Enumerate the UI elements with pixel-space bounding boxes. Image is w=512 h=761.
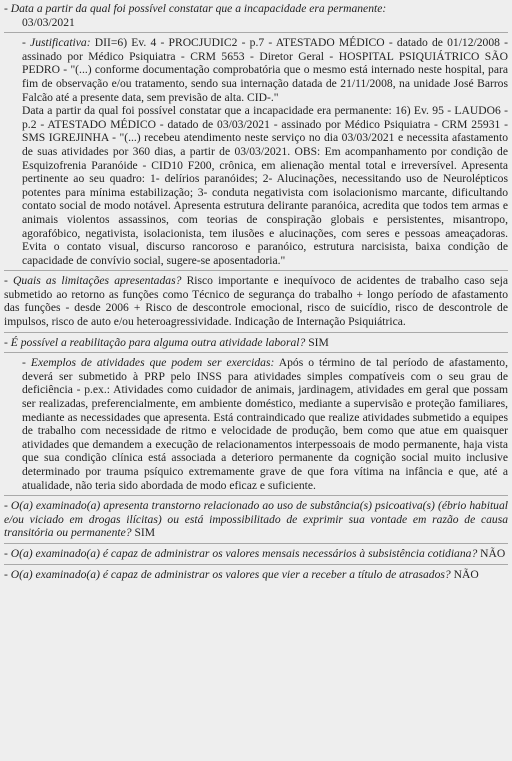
justification-label: - Justificativa: <box>22 36 91 50</box>
admin-arrears-question: - O(a) examinado(a) é capaz de administrar os valores que vier a receber a título de atrasados? <box>4 567 451 581</box>
substance-section <box>4 499 508 540</box>
incapacity-date-section <box>4 2 508 267</box>
divider <box>4 543 508 544</box>
divider <box>4 564 508 565</box>
divider <box>4 332 508 333</box>
divider <box>4 270 508 271</box>
rehabilitation-answer: SIM <box>308 335 329 349</box>
examples-label: - Exemplos de atividades que podem ser exercidas: <box>22 356 275 370</box>
admin-monthly-section <box>4 547 508 561</box>
incapacity-date-answer: 03/03/2021 <box>22 15 75 29</box>
limitations-section <box>4 274 508 328</box>
incapacity-date-question: - Data a partir da qual foi possível constatar que a incapacidade era permanente: <box>4 2 387 15</box>
admin-arrears-answer: NÃO <box>453 567 479 581</box>
limitations-question: - Quais as limitações apresentadas? <box>4 274 182 288</box>
examples-text: Após o término de tal período de afastamento, deverá ser submetido à PRP pelo INSS para atividades simples compatíveis com o seu grau de deficiência - p.ex.: Atividades como cuidador de animais, jardinagem, atividades em geral que possam ser realizadas, preferencialmente, em ambiente doméstico, mediante a supervisão e proteção familiares, mediante as necessidades que apresenta. Está contraindicado que realize atividades submetido a equipes de trabalho com necessidade de ritmo e velocidade de produção, bem como que atue em quaisquer atividades que demandem a execução de relacionamentos interpessoais de modo permanente, haja vista que sua condição clínica está associada a deterioro permanente da cognição social muito inclusive determinado por trauma psíquico extremamente grave de que fora vítima na infância e que, até a atualidade, não teria sido abordada de modo eficaz e suficiente. <box>22 356 508 492</box>
substance-question: - O(a) examinado(a) apresenta transtorno relacionado ao uso de substância(s) psicoativa(s) (ébrio habitual e/ou viciado em drogas ilícitas) ou está impossibilitado de exprimir sua vontade em razão de causa transitória ou permanente? <box>4 499 508 540</box>
justification-text: DII=6) Ev. 4 - PROCJUDIC2 - p.7 - ATESTADO MÉDICO - datado de 01/12/2008 - assinado por Médico Psiquiatra - CRM 5653 - Diretor Geral - HOSPITAL PSIQUIÁTRICO SÃO PEDRO - "(...) conforme documentação comprobatória que o mesmo está internado neste hospital, para fim de observação e/ou tratamento, sendo sua internação datada de 21/11/2008, na unidade José Barros Falcão até a presente data, sem previsão de alta. CID-." <box>22 36 508 104</box>
admin-monthly-answer: NÃO <box>480 546 506 560</box>
substance-answer: SIM <box>134 526 156 540</box>
justification-text-2: Data a partir da qual foi possível constatar que a incapacidade era permanente: 16) Ev. 95 - LAUDO6 - p.2 - ATESTADO MÉDICO - datado de 03/03/2021 - assinado por Médico Psiquiatra - CRM 25931 - SMS IGREJINHA - "(...) recebeu atendimento neste serviço no dia 03/03/2021 e necessita afastamento de suas atividades por 360 dias, a partir de 03/03/2021. OBS: Em acompanhamento por condição de Esquizofrenia Paranóide - CID10 F200, crônica, em alienação mental total e irreversível. Apresenta pertinente ao seu quadro: 1- delírios paranóides; 2- Alucinações, necessitando uso de Neurolépticos potentes para mínima estabilização; 3- conduta negativista com isolacionismo marcante, dificultando contato social de modo notável. Apresenta estrutura delirante paranóica, acredita que todos tem armas e animais violentos assassinos, com teorias de conspiração globais e persistentes, misantropo, agorafóbico, negativista, isolacionista, tem ilusões e alucinações, com seres e pessoas ameaçadoras. Evita o contato visual, discurso rancoroso e paranóico, estrutura narcisista, baixa condição de capacidade de convívio social, sugere-se aposentadoria." <box>22 104 508 267</box>
rehabilitation-section <box>4 336 508 493</box>
justification-block <box>4 36 508 267</box>
divider <box>4 32 508 33</box>
admin-monthly-question: - O(a) examinado(a) é capaz de administrar os valores mensais necessários à subsistência cotidiana? <box>4 546 478 560</box>
admin-arrears-section <box>4 568 508 582</box>
rehabilitation-question: - É possível a reabilitação para alguma outra atividade laboral? <box>4 335 306 349</box>
divider <box>4 495 508 496</box>
limitations-answer: Risco importante e inequívoco de acidentes de trabalho caso seja submetido ao retorno as funções como Técnico de segurança do trabalho + longo período de afastamento das funções - desde 2006 + Risco de descontrole emocional, risco de suicídio, risco de descontrole de impulsos, risco de auto e/ou heteroagressividade. Indicação de Internação Psiquiátrica. <box>4 274 508 329</box>
divider <box>4 352 508 353</box>
examples-block <box>4 356 508 492</box>
